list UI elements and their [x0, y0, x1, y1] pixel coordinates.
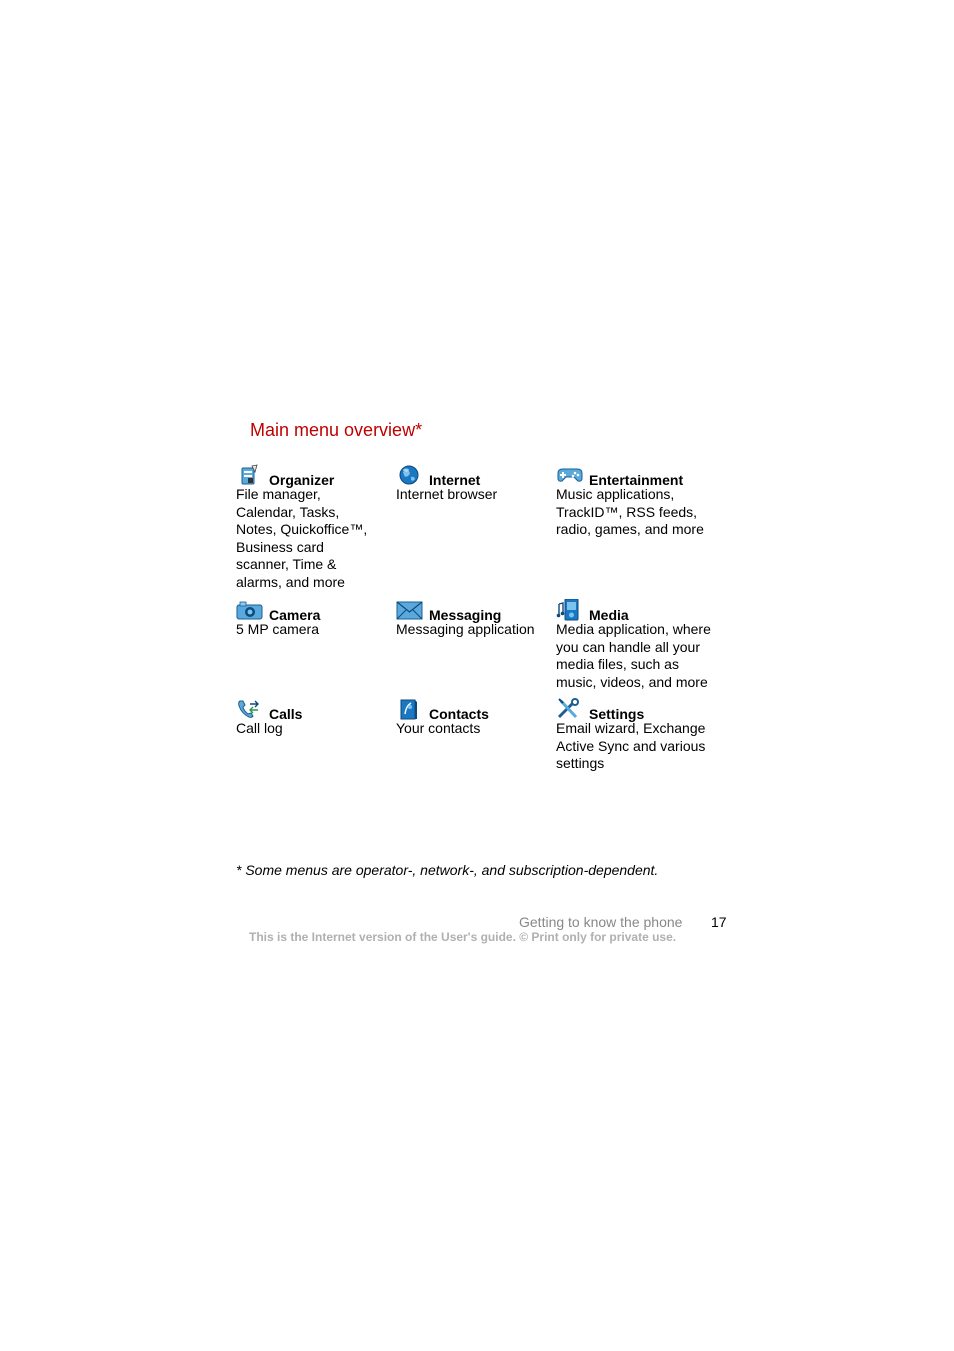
menu-item-contacts	[396, 702, 556, 738]
tools-icon	[556, 698, 584, 720]
menu-item-organizer	[236, 468, 396, 592]
menu-item-description: Messaging application	[396, 621, 535, 637]
footer-section-title: Getting to know the phone	[519, 914, 683, 930]
camera-icon	[236, 599, 264, 621]
menu-item-label: Calls	[269, 706, 303, 722]
menu-item-label: Contacts	[429, 706, 489, 722]
menu-item-description: Music applications, TrackID™, RSS feeds, radio, games, and more	[556, 486, 704, 538]
menu-item-description: Media application, where you can handle all your media files, such as music, videos, and more	[556, 621, 711, 690]
contacts-icon	[396, 698, 424, 720]
menu-item-label: Internet	[429, 472, 481, 488]
menu-item-description: File manager, Calendar, Tasks, Notes, Quickoffice™, Business card scanner, Time & alarms, and more	[236, 486, 368, 590]
menu-item-label: Organizer	[269, 472, 335, 488]
organizer-icon	[236, 464, 264, 486]
menu-item-description: Your contacts	[396, 720, 481, 736]
menu-item-settings	[556, 702, 716, 773]
phone-icon	[236, 698, 264, 720]
menu-item-entertainment	[556, 468, 716, 539]
menu-item-calls	[236, 702, 396, 738]
footnote: * Some menus are operator-, network-, and subscription-dependent.	[236, 862, 659, 878]
menu-item-description: 5 MP camera	[236, 621, 319, 637]
envelope-icon	[396, 599, 424, 621]
menu-item-media	[556, 603, 716, 691]
globe-icon	[396, 464, 424, 486]
gamepad-icon	[556, 464, 584, 486]
copyright-notice: This is the Internet version of the User's guide. © Print only for private use.	[249, 930, 677, 944]
menu-item-messaging	[396, 603, 556, 639]
page-title: Main menu overview*	[250, 420, 423, 440]
menu-item-description: Internet browser	[396, 486, 498, 502]
menu-item-camera	[236, 603, 396, 639]
menu-item-label: Media	[589, 607, 629, 623]
menu-item-label: Entertainment	[589, 472, 684, 488]
menu-item-label: Messaging	[429, 607, 502, 623]
menu-item-internet	[396, 468, 556, 504]
media-icon	[556, 599, 584, 621]
menu-item-description: Email wizard, Exchange Active Sync and various settings	[556, 720, 706, 772]
menu-item-description: Call log	[236, 720, 283, 736]
menu-item-label: Camera	[269, 607, 321, 623]
page-number: 17	[711, 914, 727, 930]
menu-item-label: Settings	[589, 706, 645, 722]
